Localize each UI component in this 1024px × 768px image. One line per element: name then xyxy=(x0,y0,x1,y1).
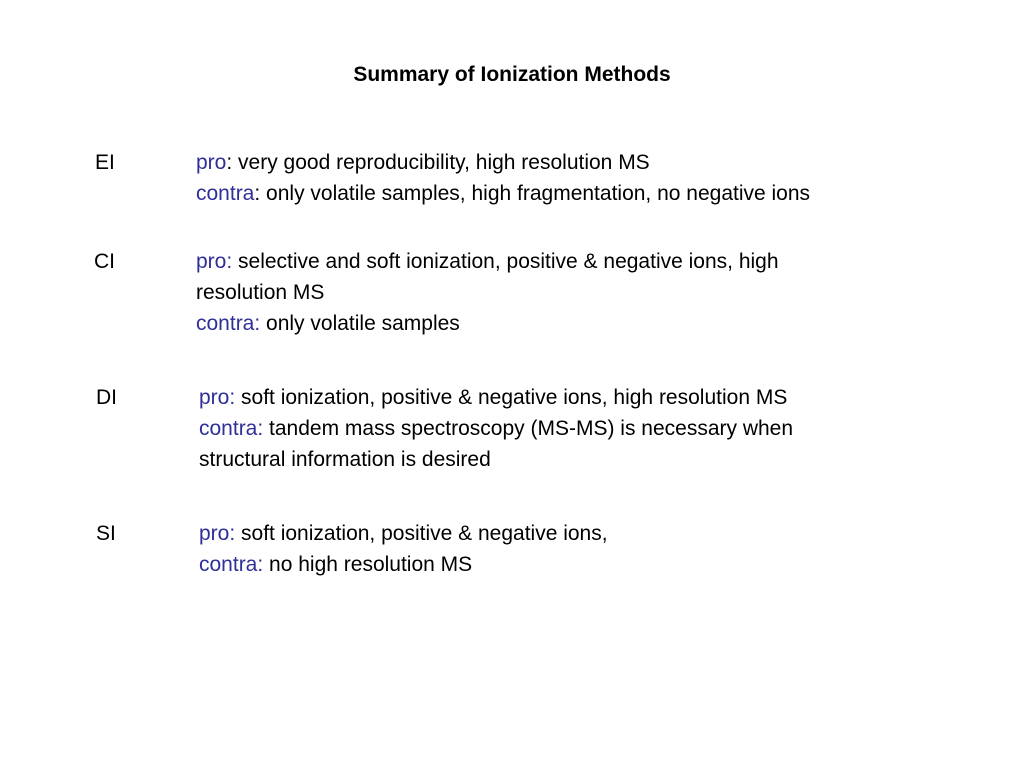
method-abbr: SI xyxy=(96,522,116,545)
contra-line xyxy=(196,178,810,209)
method-description xyxy=(199,382,939,475)
contra-line xyxy=(199,549,608,580)
method-description xyxy=(196,147,810,209)
contra-line xyxy=(196,308,936,339)
contra-line xyxy=(199,413,939,444)
contra-label: contra: xyxy=(199,417,264,440)
pro-label: pro: xyxy=(199,386,236,409)
pro-text: selective and soft ionization, positive & negative ions, high xyxy=(232,250,779,273)
pro-line xyxy=(196,246,936,277)
method-abbr: EI xyxy=(95,151,115,174)
method-description xyxy=(199,518,608,580)
slide-title: Summary of Ionization Methods xyxy=(353,63,671,86)
contra-text: only volatile samples xyxy=(260,312,460,335)
method-abbr: CI xyxy=(94,250,115,273)
pro-line xyxy=(199,382,939,413)
pro-separator: : xyxy=(226,151,233,174)
pro-text: soft ionization, positive & negative ions, xyxy=(235,522,608,545)
pro-text: very good reproducibility, high resolution MS xyxy=(232,151,650,174)
pro-label: pro: xyxy=(196,250,233,273)
pro-line xyxy=(199,518,608,549)
contra-text: tandem mass spectroscopy (MS-MS) is necessary when xyxy=(263,417,794,440)
pro-label: pro: xyxy=(199,522,236,545)
contra-separator: : xyxy=(254,182,261,205)
contra-label: contra: xyxy=(196,312,261,335)
pro-label: pro xyxy=(196,151,227,174)
pro-line-continued: resolution MS xyxy=(196,281,325,304)
contra-text: only volatile samples, high fragmentation, no negative ions xyxy=(260,182,811,205)
contra-text: no high resolution MS xyxy=(263,553,473,576)
contra-label: contra xyxy=(196,182,255,205)
pro-line xyxy=(196,147,810,178)
contra-label: contra: xyxy=(199,553,264,576)
method-abbr: DI xyxy=(96,386,117,409)
contra-line-continued: structural information is desired xyxy=(199,448,491,471)
pro-text: soft ionization, positive & negative ions, high resolution MS xyxy=(235,386,788,409)
method-description xyxy=(196,246,936,339)
